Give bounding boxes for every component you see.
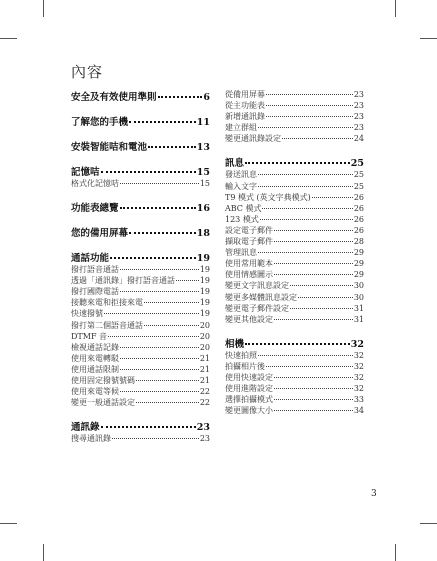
dot-leader [274, 377, 353, 378]
dot-leader [290, 285, 353, 286]
dot-leader [262, 208, 352, 209]
section-gap [71, 214, 210, 225]
section-gap [71, 103, 210, 114]
toc-entry-page: 15 [196, 167, 210, 178]
dot-leader [120, 269, 199, 270]
toc-entry-page: 18 [196, 228, 210, 240]
toc-entry-page: 11 [196, 117, 210, 128]
toc-entry-page: 19 [199, 276, 210, 286]
toc-entry[interactable] [71, 375, 210, 386]
dot-leader [144, 302, 199, 303]
toc-entry-label: 使用情感圖示 [225, 270, 273, 280]
toc-entry[interactable] [225, 303, 364, 314]
toc-entry-label: 檢視通話記錄 [71, 342, 119, 352]
dot-leader [266, 105, 353, 106]
toc-entry-page: 19 [196, 253, 210, 265]
toc-entry-label: 格式化記憶咭 [71, 179, 119, 188]
crop-mark-right-upper [420, 38, 437, 39]
toc-entry[interactable] [225, 133, 364, 144]
toc-entry-page: 23 [353, 101, 364, 111]
toc-entry-label: 拍攝相片後 [225, 361, 265, 371]
toc-entry[interactable] [225, 236, 364, 247]
toc-entry[interactable] [71, 320, 210, 331]
dot-leader [110, 257, 196, 259]
toc-entry[interactable] [225, 394, 364, 405]
crop-mark-top-left [43, 0, 44, 17]
toc-entry-page: 22 [199, 398, 210, 408]
section-gap [71, 189, 210, 200]
dot-leader [101, 171, 196, 173]
toc-entry-page: 33 [353, 395, 364, 405]
toc-entry-label: 撥打語音通話 [71, 265, 119, 275]
dot-leader [129, 121, 196, 123]
dot-leader [260, 219, 353, 220]
toc-section-entry[interactable] [225, 155, 364, 169]
dot-leader [274, 388, 353, 389]
dot-leader [274, 319, 353, 320]
toc-entry-page: 6 [203, 92, 210, 103]
toc-entry-page: 25 [353, 170, 364, 180]
toc-entry-label: 使用固定撥號號碼 [71, 376, 135, 386]
crop-mark-bottom-right [395, 544, 396, 561]
dot-leader [112, 438, 199, 439]
toc-entry[interactable] [71, 308, 210, 319]
dot-leader [274, 230, 353, 231]
toc-entry-label: 記憶咭 [71, 167, 100, 178]
dot-leader [266, 116, 353, 117]
toc-entry-label: 使用來電轉駁 [71, 353, 119, 363]
toc-entry-page: 20 [199, 331, 210, 341]
dot-leader [266, 366, 353, 367]
toc-entry-page: 26 [353, 225, 364, 235]
toc-entry[interactable] [225, 225, 364, 236]
toc-entry-page: 25 [353, 181, 364, 191]
toc-entry-page: 32 [353, 350, 364, 360]
toc-entry-label: 擷取電子郵件 [225, 237, 273, 247]
toc-entry-label: 安全及有效使用準則 [71, 92, 157, 103]
toc-entry-label: 快速拍照 [225, 350, 257, 360]
dot-leader [136, 380, 199, 381]
toc-entry[interactable] [71, 342, 210, 353]
toc-entry-label: 變更一般通話設定 [71, 398, 135, 408]
toc-entry-label: 變更圖像大小 [225, 406, 273, 416]
section-gap [225, 144, 364, 155]
toc-entry[interactable] [225, 100, 364, 111]
toc-entry[interactable] [225, 192, 364, 203]
toc-entry-page: 25 [350, 158, 364, 170]
dot-leader [258, 355, 353, 356]
toc-entry-label: 變更多媒體訊息設定 [225, 292, 297, 302]
toc-entry-page: 13 [196, 142, 210, 153]
dot-leader [258, 174, 353, 175]
toc-entry-page: 26 [353, 203, 364, 213]
section-gap [71, 153, 210, 164]
dot-leader [258, 252, 353, 253]
toc-entry[interactable] [225, 372, 364, 383]
toc-entry-label: 變更其他設定 [225, 314, 273, 324]
toc-entry-label: 接聽來電和拒接來電 [71, 298, 143, 308]
toc-section-entry[interactable] [71, 200, 210, 214]
dot-leader [274, 241, 353, 242]
toc-entry-page: 26 [353, 214, 364, 224]
toc-entry-page: 16 [196, 203, 210, 215]
toc-entry[interactable] [225, 292, 364, 303]
dot-leader [258, 186, 353, 187]
toc-entry-label: 從備用屏幕 [225, 90, 265, 99]
toc-entry-page: 19 [199, 298, 210, 308]
toc-entry-page: 24 [353, 134, 364, 144]
toc-entry[interactable] [71, 178, 210, 189]
crop-mark-right-lower [420, 523, 437, 524]
toc-entry[interactable] [225, 383, 364, 394]
dot-leader [274, 410, 353, 411]
dot-leader [298, 297, 353, 298]
toc-entry-label: 選擇拍攝模式 [225, 395, 273, 405]
toc-entry[interactable] [71, 397, 210, 408]
dot-leader [274, 263, 353, 264]
dot-leader [274, 399, 353, 400]
toc-entry-label: 撥打國際電話 [71, 287, 119, 297]
dot-leader [129, 232, 196, 234]
toc-entry-label: 使用進階設定 [225, 384, 273, 394]
dot-leader [158, 96, 203, 98]
crop-mark-top-right [395, 0, 396, 17]
toc-entry[interactable] [225, 214, 364, 225]
toc-section-entry[interactable] [71, 225, 210, 239]
toc-entry-page: 21 [199, 353, 210, 363]
toc-entry-page: 32 [353, 372, 364, 382]
toc-left-column [71, 89, 210, 444]
toc-entry-page: 15 [199, 179, 210, 188]
toc-entry-label: 搜尋通訊錄 [71, 434, 111, 444]
toc-entry[interactable] [71, 275, 210, 286]
toc-entry-label: 撥打第二個語音通話 [71, 320, 143, 330]
toc-section-entry[interactable] [71, 250, 210, 264]
dot-leader [120, 291, 199, 292]
dot-leader [120, 391, 199, 392]
toc-section-entry[interactable] [71, 89, 210, 103]
toc-entry-label: 通訊錄 [71, 422, 100, 434]
toc-entry[interactable] [71, 433, 210, 444]
dot-leader [258, 127, 353, 128]
dot-leader [120, 207, 196, 209]
toc-entry-label: 變更通訊錄設定 [225, 134, 281, 144]
page-title: 內容 [71, 63, 104, 81]
dot-leader [266, 94, 353, 95]
toc-entry[interactable] [225, 181, 364, 192]
toc-entry-page: 29 [353, 248, 364, 258]
toc-section-entry[interactable] [71, 114, 210, 128]
page-number: 3 [371, 489, 377, 499]
toc-section-entry[interactable] [225, 336, 364, 350]
toc-entry-label: 使用通話限制 [71, 364, 119, 374]
toc-entry-page: 19 [199, 287, 210, 297]
toc-entry[interactable] [225, 111, 364, 122]
toc-entry[interactable] [71, 364, 210, 375]
crop-mark-bottom-left [43, 544, 44, 561]
dot-leader [120, 369, 199, 370]
dot-leader [312, 197, 353, 198]
toc-entry[interactable] [71, 297, 210, 308]
section-gap [71, 408, 210, 419]
toc-entry-label: 建立群組 [225, 123, 257, 133]
toc-entry-label: 安裝智能咭和電池 [71, 142, 148, 153]
section-gap [71, 128, 210, 139]
dot-leader [176, 280, 199, 281]
toc-entry-page: 23 [196, 422, 210, 434]
toc-section-entry[interactable] [71, 419, 210, 433]
dot-leader [148, 146, 196, 148]
toc-entry-page: 19 [199, 309, 210, 319]
toc-entry-page: 34 [353, 406, 364, 416]
toc-entry-page: 32 [353, 361, 364, 371]
dot-leader [290, 308, 353, 309]
toc-entry-label: 新增通訊錄 [225, 112, 265, 122]
toc-entry-label: DTMF 音 [71, 331, 108, 341]
toc-entry-page: 28 [353, 237, 364, 247]
toc-section-entry[interactable] [71, 164, 210, 178]
toc-entry[interactable] [71, 286, 210, 297]
toc-entry-label: 變更文字訊息設定 [225, 281, 289, 291]
toc-entry-label: 了解您的手機 [71, 117, 129, 128]
toc-entry[interactable] [225, 247, 364, 258]
toc-entry-label: 設定電子郵件 [225, 225, 273, 235]
toc-entry[interactable] [225, 361, 364, 372]
toc-entry-label: 123 模式 [225, 214, 259, 224]
toc-entry-label: 通話功能 [71, 253, 110, 265]
toc-entry-label: 輸入文字 [225, 181, 257, 191]
toc-entry-page: 21 [199, 376, 210, 386]
toc-right-column [225, 89, 364, 416]
toc-entry-page: 22 [199, 387, 210, 397]
toc-entry[interactable] [71, 353, 210, 364]
toc-entry-page: 23 [353, 90, 364, 99]
toc-entry-label: 快速撥號 [71, 309, 103, 319]
dot-leader [120, 347, 199, 348]
toc-entry-label: T9 模式 (英文字典模式) [225, 192, 311, 202]
toc-entry[interactable] [225, 89, 364, 100]
toc-entry-page: 31 [353, 314, 364, 324]
toc-section-entry[interactable] [71, 139, 210, 153]
toc-entry[interactable] [225, 405, 364, 416]
toc-entry[interactable] [71, 386, 210, 397]
dot-leader [136, 402, 199, 403]
toc-entry-page: 32 [350, 338, 364, 350]
toc-entry[interactable] [225, 269, 364, 280]
toc-entry[interactable] [225, 314, 364, 325]
toc-entry-label: 發送訊息 [225, 170, 257, 180]
toc-entry-page: 23 [199, 434, 210, 444]
section-gap [71, 239, 210, 250]
dot-leader [245, 343, 350, 345]
toc-entry-label: 管理訊息 [225, 248, 257, 258]
toc-entry-label: 您的備用屏幕 [71, 228, 129, 240]
toc-entry[interactable] [225, 280, 364, 291]
crop-mark-left-lower [0, 523, 17, 524]
toc-entry[interactable] [225, 203, 364, 214]
dot-leader [120, 358, 199, 359]
toc-entry-page: 31 [353, 303, 364, 313]
dot-leader [245, 162, 350, 164]
toc-entry-label: 變更電子郵件設定 [225, 303, 289, 313]
toc-entry-page: 19 [199, 265, 210, 275]
dot-leader [120, 183, 199, 184]
toc-entry-page: 29 [353, 259, 364, 269]
dot-leader [108, 336, 199, 337]
toc-entry[interactable] [225, 122, 364, 133]
dot-leader [104, 313, 199, 314]
dot-leader [144, 325, 199, 326]
toc-entry-page: 21 [199, 364, 210, 374]
toc-entry-page: 32 [353, 384, 364, 394]
toc-entry[interactable] [225, 350, 364, 361]
toc-entry-page: 29 [353, 270, 364, 280]
toc-entry-label: 功能表總覽 [71, 203, 119, 215]
toc-entry-page: 30 [353, 292, 364, 302]
toc-entry-label: 使用常用範本 [225, 259, 273, 269]
toc-entry-page: 20 [199, 320, 210, 330]
toc-entry-label: 相機 [225, 338, 245, 350]
toc-entry[interactable] [225, 258, 364, 269]
toc-entry-label: 從主功能表 [225, 101, 265, 111]
toc-entry[interactable] [71, 331, 210, 342]
toc-entry-label: 透過「通訊錄」撥打語音通話 [71, 276, 175, 286]
toc-entry-page: 20 [199, 342, 210, 352]
toc-entry[interactable] [225, 169, 364, 180]
section-gap [225, 325, 364, 336]
toc-entry-label: 使用快速設定 [225, 372, 273, 382]
dot-leader [101, 426, 196, 428]
dot-leader [282, 138, 353, 139]
toc-entry-page: 30 [353, 281, 364, 291]
toc-entry-label: ABC 模式 [225, 203, 262, 213]
toc-entry-label: 使用來電等候 [71, 387, 119, 397]
toc-entry-page: 23 [353, 112, 364, 122]
toc-entry-page: 26 [353, 192, 364, 202]
toc-entry-label: 訊息 [225, 158, 245, 170]
toc-entry[interactable] [71, 264, 210, 275]
dot-leader [274, 274, 353, 275]
crop-mark-left-upper [0, 38, 17, 39]
toc-entry-page: 23 [353, 123, 364, 133]
